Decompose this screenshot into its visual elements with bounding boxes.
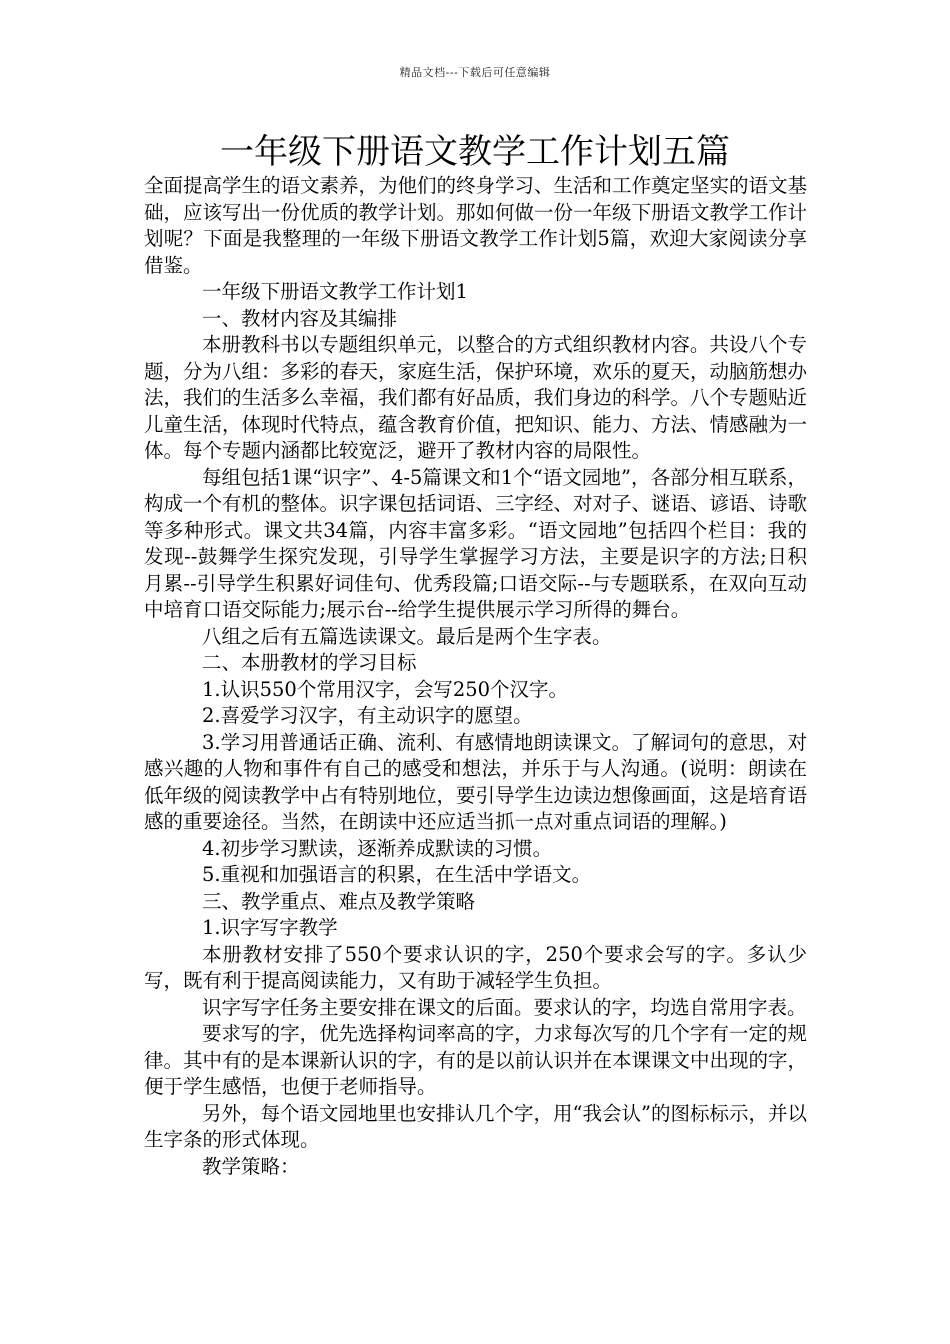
body-paragraph: 一、教材内容及其编排 (202, 306, 398, 330)
body-paragraph: 另外，每个语文园地里也安排认几个字，用“我会认”的图标标示，并以生字条的形式体现。 (144, 1101, 807, 1151)
page-header-note: 精品文档---下载后可任意编辑 (399, 66, 551, 79)
body-paragraph: 每组包括1课“识字”、4-5篇课文和1个“语文园地”，各部分相互联系，构成一个有机的整体。识字课包括词语、三字经、对对子、谜语、谚语、诗歌等多种形式。课文共34篇，内容丰富多彩。“语文园地”包括四个栏目：我的发现--鼓舞学生探究发现，引导学生掌握学习方法，主要是识字的方法;日积月累--引导学生积累好词佳句、优秀段篇;口语交际--与专题联系，在双向互动中培育口语交际能力;展示台--给学生提供展示学习所得的舞台。 (144, 465, 808, 621)
document-title: 一年级下册语文教学工作计划五篇 (220, 132, 730, 172)
body-paragraph: 5.重视和加强语言的积累，在生活中学语文。 (202, 863, 592, 886)
body-paragraph: 全面提高学生的语文素养，为他们的终身学习、生活和工作奠定坚实的语文基础，应该写出一份优质的教学计划。那如何做一份一年级下册语文教学工作计划呢？下面是我整理的一年级下册语文教学工作计划5篇，欢迎大家阅读分享借鉴。 (144, 174, 808, 277)
body-paragraph: 教学策略： (202, 1154, 300, 1178)
body-paragraph: 1.认识550个常用汉字，会写250个汉字。 (202, 677, 569, 701)
body-paragraph: 识字写字任务主要安排在课文的后面。要求认的字，均选自常用字表。 (202, 995, 807, 1019)
body-paragraph: 4.初步学习默读，逐渐养成默读的习惯。 (202, 836, 553, 860)
body-paragraph: 本册教材安排了550个要求认识的字，250个要求会写的字。多认少写，既有利于提高阅读能力，又有助于减轻学生负担。 (144, 942, 807, 992)
body-paragraph: 1.识字写字教学 (202, 916, 338, 939)
document-body (144, 173, 807, 1180)
body-paragraph: 一年级下册语文教学工作计划1 (202, 280, 468, 303)
body-paragraph: 2.喜爱学习汉字，有主动识字的愿望。 (202, 704, 533, 727)
body-paragraph: 3.学习用普通话正确、流利、有感情地朗读课文。了解词句的意思，对感兴趣的人物和事件有自己的感受和想法，并乐于与人沟通。(说明：朗读在低年级的阅读教学中占有特别地位，要引导学生边读边想像画面，这是培育语感的重要途径。当然，在朗读中还应适当抓一点对重点词语的理解。) (144, 730, 808, 833)
body-paragraph: 三、教学重点、难点及教学策略 (202, 889, 476, 913)
body-paragraph: 要求写的字，优先选择构词率高的字，力求每次写的几个字有一定的规律。其中有的是本课新认识的字，有的是以前认识并在本课课文中出现的字，便于学生感悟，也便于老师指导。 (144, 1022, 808, 1098)
body-paragraph: 八组之后有五篇选读课文。最后是两个生字表。 (202, 624, 612, 648)
body-paragraph: 本册教科书以专题组织单元，以整合的方式组织教材内容。共设八个专题，分为八组：多彩的春天，家庭生活，保护环境，欢乐的夏天，动脑筋想办法，我们的生活多么幸福，我们都有好品质，我们身边的科学。八个专题贴近儿童生活，体现时代特点，蕴含教育价值，把知识、能力、方法、情感融为一体。每个专题内涵都比较宽泛，避开了教材内容的局限性。 (144, 333, 808, 462)
body-paragraph: 二、本册教材的学习目标 (202, 651, 417, 674)
